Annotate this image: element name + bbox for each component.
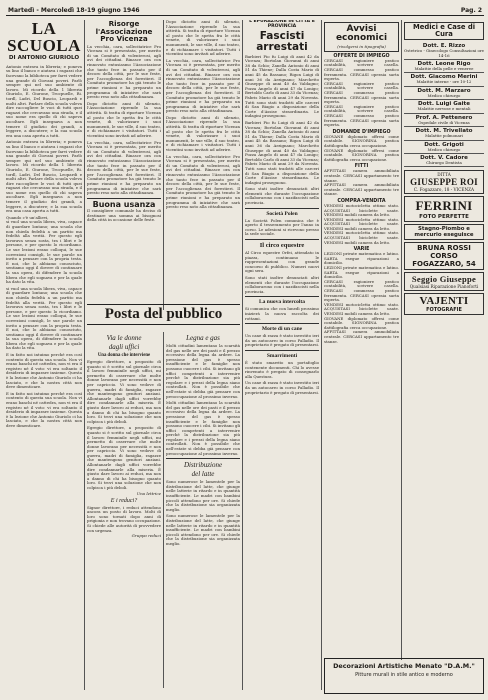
article-body: Sono stati inoltre denunciati altri elementi che durante l'occupazione collaborarono con i nazifascisti nella provincia. <box>245 186 319 206</box>
letter-body: Signor direttore, i reduci attendono ancora un posto di lavoro. Molti di loro sono tornati dopo anni di prigionia e non trovano occupazione. Si chiede alle autorità di provvedere con urgenza. <box>87 504 161 533</box>
news-title: Società Polen <box>266 210 298 217</box>
doctor-detail: Chirurgo Dentista <box>426 159 462 165</box>
article-body: Barbieri Pio fu Luigi di anni 42 da Vicenza; Bortolan Giovanni di anni 38 da Schio; Zanella Antonio di anni 51 da Thiene; Dalla Costa Mario di anni 45 da Bassano; Rigon Luigi di anni 36 da Arzignano; Marchetto Giuseppe di anni 40 da Valdagno; Pozza Angelo di anni 47 da Lonigo; Bertoldo Carlo di anni 33 da Vicenza; Fabris Mario di anni 29 da Noventa. Tutti sono stati tradotti alle carceri di San Biagio a disposizione della Corte d'Assise straordinaria. Le indagini proseguono. <box>245 119 319 185</box>
masthead <box>6 4 484 16</box>
article-byline: DI ANTONIO GIURIOLO <box>8 55 80 61</box>
classifieds-subtitle: (rivolgersi in tipografia) <box>337 43 386 49</box>
ad-bruna-rossi <box>404 242 484 270</box>
doctor-detail: Malattie interne - ore 10-12 <box>416 79 472 85</box>
article-body: Dopo diciotto anni di silenzio, l'Associazione riprende la sua attività. Si tratta di riportare Vicenza al posto che le spetta fra le città venete, di valorizzare i suoi monumenti, le sue ville, il suo teatro, e di richiamare i visitatori. Tutti i vicentini sono invitati ad aderire. <box>166 20 240 57</box>
ad-address: CORSO FOGAZZARO, 54 <box>412 252 476 269</box>
letter-column-1 <box>87 332 161 538</box>
article-body: Dopo diciotto anni di silenzio, l'Associazione riprende la sua attività. Si tratta di riportare Vicenza al posto che le spetta fra le città venete, di valorizzare i suoi monumenti, le sue ville, il suo teatro, e di richiamare i visitatori. Tutti i vicentini sono invitati ad aderire. <box>166 114 240 153</box>
classified-heading: VARIE <box>353 247 370 253</box>
classified-body: CERCASI ragioniere pratico contabilità, scrivere casella. CERCASI commesso pratico ferramenta. CERCASI operaia sarta esperta. <box>324 278 399 303</box>
doctor-name: Dott. Grigoti <box>424 141 464 148</box>
letter-body: Sono numerose le lamentele per la distribuzione del latte, che giunge nelle latterie in ritardo e in quantità insufficiente. Le madri con bambini piccoli attendono per ore. Si chiede che la distribuzione sia organizzata meglio. <box>166 513 240 546</box>
article-subhead: Quando c'è un'allievi, <box>6 214 49 220</box>
classified-body: CERCASI ragioniere pratico contabilità, scrivere casella. CERCASI commesso pratico ferramenta. CERCASI operaia sarta esperta. <box>324 103 399 128</box>
doctor-detail: Medico chirurgo <box>427 146 461 152</box>
doctor-detail: Malattie della pelle e veneree <box>414 66 474 72</box>
doctor-name: Dott. M. Trivellato <box>415 128 473 135</box>
article-body: Antonio entrava in libreria; e poneva su lino il banco e aiutava i ragazzi che facevano la biblioteca per farvi vedere una grande di Giovani poveri. Parlò sempre qui nel suo ambiente di lavoro. Mi ricordo della 1 libreria Giuriolo, E. Giurone, Trocpuelle, Ri. tordl, Ladri, Del Buscio, Leopardi e molti altri. Parlare della scuola voleva dire raccogliere le voci di tutti quei ragazzi che cercavano una strada, e il suo nome era quello di chi sapeva ascoltare. Egli insegnava a non temere il giudizio dei grandi, a leggere, a discutere; e la sua scuola era una casa aperta a tutti. <box>6 63 82 138</box>
doctor-entry <box>404 141 484 154</box>
letter-title: E i reduci? <box>110 497 138 504</box>
posta-section <box>87 302 240 690</box>
article-body: si vuol una scuola libera, viva, capace di guardare lontano; una scuola che non chieda fedeltà a un partito ma fedeltà alla verità. Per questo egli lavorava senza sosta, tra i libri e le persone, e per questo lo ricordiamo. Le sue lezioni erano colloqui, le sue correzioni consigli, le sue parole un invito a pensare con la propria testa. E noi, che lo abbiamo conosciuto, sentiamo oggi il dovere di continuare la sua opera, di difendere la scuola libera che egli sognava e per la quale ha dato la vita. <box>6 219 82 285</box>
news-body: Al Circo equestre Orfei, attendato in piazza, continuano le rappresentazioni con grande concorso di pubblico. Numeri nuovi ogni sera. <box>245 250 319 274</box>
letter-title: Legna e gas <box>186 334 220 342</box>
letter-signature: Una lettrice <box>136 490 161 496</box>
letter-title: Via le donne <box>106 334 142 342</box>
letter-body: Sono numerose le lamentele per la distribuzione del latte, che giunge nelle latterie in ritardo e in quantità insufficiente. Le madri con bambini piccoli attendono per ore. Si chiede che la distribuzione sia organizzata meglio. <box>166 479 240 512</box>
ad-ferrini <box>404 196 484 222</box>
letter-body: Molti cittadini lamentano la scarsità del gas nelle ore dei pasti e il prezzo eccessivo della legna da ardere. La pressione del gas è spesso insufficiente e le famiglie non possono cuocere i cibi. Si invitano gli uffici competenti a intervenire perché la distribuzione sia più regolare e i prezzi della legna siano controllati. Non è possibile che nell'estate si debba già pensare con preoccupazione al prossimo inverno. <box>166 400 240 456</box>
classified-body: GIOVANE diplomato offresi come contabile. SIGNORINA pratica dattilografia cerca occupazione. <box>324 147 399 162</box>
masthead-date: Martedì - Mercoledì 18-19 giugno 1946 <box>8 7 140 14</box>
article-body: La vecchia, cara, sollecitatrice Pro Vicenza si è presentata, per merito di un Comitato di volenterosi, agli avi dei cittadini. Rinasce ora con rinnovato entusiasmo l'Associazione che tanto fece in passato per il decoro della città, per le sue feste, per l'accoglienza dei forestieri. Il Comitato promotore ha già tenuto le prime riunioni e ha preparato un programma di iniziative che sarà presto reso noto alla cittadinanza. <box>87 139 161 196</box>
classified-body: LEZIONI private matematica e latino. SARTA esegue riparazioni a domicilio. <box>324 265 399 280</box>
classified-body: GIOVANE diplomato offresi come contabile. SIGNORINA pratica dattilografia cerca occupazione. <box>324 133 399 148</box>
classified-body: VENDESI motocicletta ottimo stato. ACQUISTASI biciclette usate. VENDESI mobili camera da letto. <box>324 216 399 231</box>
classified-heading: OFFERTE DI IMPIEGO <box>333 53 390 59</box>
column-rule <box>242 20 243 690</box>
letter-subhead: Una donna che interviene <box>97 353 151 358</box>
ad-name: VAJENTI <box>419 295 469 308</box>
doctor-detail: Ostetrico - Ginecologo Consultazioni ore 14-16 <box>404 48 484 58</box>
doctor-detail: Medico chirurgo <box>427 92 461 98</box>
doctor-entry <box>404 73 484 86</box>
classified-heading: FITTI <box>354 164 369 170</box>
doctor-name: Dott. Luigi Gaite <box>418 101 470 108</box>
article-title: LA SCUOLA <box>7 20 81 55</box>
news-title: Smarrimenti <box>266 352 298 359</box>
column-pro-vicenza <box>87 20 161 305</box>
doctor-name: Dott. V. Cadore <box>420 154 468 161</box>
section-title: Posta del pubblico <box>104 306 223 322</box>
ad-text: Qualsiasi Riparazione Pianoforti <box>409 284 479 290</box>
classified-body: VENDESI motocicletta ottimo stato. ACQUISTASI biciclette usate. VENDESI mobili camera da letto. <box>324 202 399 218</box>
ad-text: DITTA <box>437 172 451 178</box>
doctors-header <box>404 22 484 40</box>
doctor-detail: Malattie polmonari <box>425 133 463 139</box>
ad-text: FOTO PERFETTE <box>419 214 469 221</box>
article-body: Dopo diciotto anni di silenzio, l'Associazione riprende la sua attività. Si tratta di riportare Vicenza al posto che le spetta fra le città venete, di valorizzare i suoi monumenti, le sue ville, il suo teatro, e di richiamare i visitatori. Tutti i vicentini sono invitati ad aderire. <box>87 100 161 138</box>
ad-vajenti <box>404 293 484 315</box>
column-scuola <box>6 20 82 690</box>
masthead-page: Pag. 2 <box>460 7 482 14</box>
doctor-detail: Malattie nervose e mentali <box>417 106 471 112</box>
letter-body: Egregio direttore, a proposito di quanto si è scritto sul giornale circa il lavoro femminile negli uffici, mi permetto di osservare che molte donne lavorano per necessità e non per capriccio. Vi sono vedove di guerra, madri di famiglia, ragazze che mantengono genitori anziani. Allontanarle dagli uffici vorrebbe dire condannarle alla miseria. È giusto dare lavoro ai reduci, ma non a danno di chi ha bisogno quanto loro. Si trovi una soluzione che non colpisca i più deboli. <box>87 359 161 424</box>
doctor-entry <box>404 127 484 140</box>
classified-heading: COMPRA-VENDITA <box>337 198 386 204</box>
article-kicker: L'EPURAZIONE IN CITTÀ E PROVINCIA <box>249 20 315 29</box>
letter-title: Distribuzione <box>183 461 223 470</box>
ad-stagno <box>404 224 484 240</box>
classified-body: VENDESI motocicletta ottimo stato. ACQUISTASI biciclette usate. VENDESI mobili camera da letto. <box>324 301 399 316</box>
footer-ad-text: Pitture murali in stile antico e moderno <box>355 671 453 678</box>
doctor-entry <box>404 60 484 73</box>
ad-seggio <box>404 272 484 291</box>
classified-body: LEZIONI private matematica e latino. SARTA esegue riparazioni a domicilio. <box>324 251 399 266</box>
ad-name: Seggio Giuseppe <box>411 274 477 285</box>
ad-text: FOTOGRAFIE <box>426 307 462 314</box>
column-rule <box>401 20 402 660</box>
letter-title: del latte <box>191 470 215 479</box>
doctor-list <box>404 42 484 167</box>
footer-ad-title: Decorazioni Artistiche Menato "D.A.M." <box>333 662 475 670</box>
article-body: La vecchia, cara, sollecitatrice Pro Vicenza si è presentata, per merito di un Comitato di volenterosi, agli avi dei cittadini. Rinasce ora con rinnovato entusiasmo l'Associazione che tanto fece in passato per il decoro della città, per le sue feste, per l'accoglienza dei forestieri. Il Comitato promotore ha già tenuto le prime riunioni e ha preparato un programma di iniziative che sarà presto reso noto alla cittadinanza. <box>166 153 240 210</box>
ad-name: GIUSEPPE ROI <box>410 177 478 188</box>
doctor-entry <box>404 114 484 127</box>
classified-heading: DOMANDE D'IMPIEGO <box>332 129 391 135</box>
classified-body: AFFITTASI camera ammobiliata centrale. CERCASI appartamento tre stanze. <box>324 329 399 344</box>
doctor-name: Prof. A. Pettenero <box>415 114 473 121</box>
doctor-name: Dott. M. Marzaro <box>417 87 471 94</box>
doctor-entry <box>404 154 484 167</box>
news-body: Un cane di razza è stato investito ieri da un autocarro in corso Palladio. Il proprietario è pregato di presentarsi. <box>245 333 319 348</box>
doctor-name: Dott. E. Rizzo <box>422 43 466 50</box>
footer-ad <box>324 658 484 694</box>
article-body: Barbieri Pio fu Luigi di anni 42 da Vicenza; Bortolan Giovanni di anni 38 da Schio; Zanella Antonio di anni 51 da Thiene; Dalla Costa Mario di anni 45 da Bassano; Rigon Luigi di anni 36 da Arzignano; Marchetto Giuseppe di anni 40 da Valdagno; Pozza Angelo di anni 47 da Lonigo; Bertoldo Carlo di anni 33 da Vicenza; Fabris Mario di anni 29 da Noventa. Tutti sono stati tradotti alle carceri di San Biagio a disposizione della Corte d'Assise straordinaria. Le indagini proseguono. <box>245 53 319 119</box>
letter-signature: Gruppo reduci <box>131 533 161 539</box>
classifieds-header <box>324 22 399 52</box>
news-body: Sono stati inoltre denunciati altri elementi che durante l'occupazione collaborarono con i nazifascisti nella provincia. <box>245 275 319 294</box>
ad-name: BRUNA ROSSI <box>417 244 471 253</box>
news-body: La Società Polen comunica che è aperto il tesseramento per l'anno in corso. Le adesioni si ricevono presso la sede sociale. <box>245 217 319 237</box>
article-title: Pro Vicenza <box>100 34 148 44</box>
news-body: È stato smarrito un portafoglio contenente documenti. Chi lo avesse rinvenuto è pregato di consegnarlo alla Questura. <box>245 359 319 379</box>
article-title: Fascisti arrestati <box>256 29 308 53</box>
doctor-name: Dott. Giacomo Merini <box>410 74 478 81</box>
article-body: La vecchia, cara, sollecitatrice Pro Vicenza si è presentata, per merito di un Comitato di volenterosi, agli avi dei cittadini. Rinasce ora con rinnovato entusiasmo l'Associazione che tanto fece in passato per il decoro della città, per le sue feste, per l'accoglienza dei forestieri. Il Comitato promotore ha già tenuto le prime riunioni e ha preparato un programma di iniziative che sarà presto reso noto alla cittadinanza. <box>166 57 240 114</box>
news-title: Morte di un cane <box>261 326 303 333</box>
classified-body: AFFITTASI camera ammobiliata centrale. CERCASI appartamento tre stanze. <box>324 168 399 183</box>
doctor-entry <box>404 100 484 113</box>
classified-body: VENDESI motocicletta ottimo stato. ACQUISTASI biciclette usate. VENDESI mobili camera da letto. <box>324 230 399 245</box>
column-rule <box>321 20 322 690</box>
letter-body: Molti cittadini lamentano la scarsità del gas nelle ore dei pasti e il prezzo eccessivo della legna da ardere. La pressione del gas è spesso insufficiente e le famiglie non possono cuocere i cibi. Si invitano gli uffici competenti a intervenire perché la distribuzione sia più regolare e i prezzi della legna siano controllati. Non è possibile che nell'estate si debba già pensare con preoccupazione al prossimo inverno. <box>166 343 240 399</box>
classifieds-title: Avvisi economici <box>335 24 388 44</box>
column-doctors-ads <box>404 20 484 656</box>
news-title: La nuova intercolta <box>258 299 306 306</box>
classified-body: AFFITTASI camera ammobiliata centrale. CERCASI appartamento tre stanze. <box>324 182 399 197</box>
doctors-title: Medici e Case di Cura <box>412 23 476 39</box>
column-classifieds <box>324 20 399 656</box>
article-subhead: Buona usanza <box>92 199 156 209</box>
doctor-detail: Ospedale civile di Vicenza <box>418 119 470 125</box>
article-title: Risorge l'Associazione <box>95 20 153 36</box>
classified-body: GIOVANE diplomato offresi come contabile. SIGNORINA pratica dattilografia cerca occupazione. <box>324 315 399 330</box>
news-body: Un cane di razza è stato investito ieri da un autocarro in corso Palladio. Il proprietario è pregato di presentarsi. <box>245 380 319 395</box>
newspaper-page <box>6 4 484 696</box>
column-epurazione <box>245 20 319 690</box>
letter-title: dagli uffici <box>108 343 140 351</box>
news-body: Si comunica che con lunedì prossimo inizierà la nuova raccolta dei rottami. <box>245 306 319 321</box>
doctor-entry <box>404 42 484 60</box>
article-body: Il consigliere comunale ha deciso di destinare una somma ai bisognosi della città in occasione delle feste. <box>87 208 161 223</box>
column-rule <box>163 20 164 310</box>
article-body: Antonio entrava in libreria; e poneva su lino il banco e aiutava i ragazzi che facevano la biblioteca per farvi vedere una grande di Giovani poveri. Parlò sempre qui nel suo ambiente di lavoro. Mi ricordo della 1 libreria Giuriolo, E. Giurone, Trocpuelle, Ri. tordl, Ladri, Del Buscio, Leopardi e molti altri. Parlare della scuola voleva dire raccogliere le voci di tutti quei ragazzi che cercavano una strada, e il suo nome era quello di chi sapeva ascoltare. Egli insegnava a non temere il giudizio dei grandi, a leggere, a discutere; e la sua scuola era una casa aperta a tutti. <box>6 139 82 214</box>
column-rule <box>84 20 85 690</box>
classified-body: CERCASI ragioniere pratico contabilità, scrivere casella. CERCASI commesso pratico ferramenta. CERCASI operaia sarta esperta. <box>324 80 399 105</box>
article-body: si vuol una scuola libera, viva, capace di guardare lontano; una scuola che non chieda fedeltà a un partito ma fedeltà alla verità. Per questo egli lavorava senza sosta, tra i libri e le persone, e per questo lo ricordiamo. Le sue lezioni erano colloqui, le sue correzioni consigli, le sue parole un invito a pensare con la propria testa. E noi, che lo abbiamo conosciuto, sentiamo oggi il dovere di continuare la sua opera, di difendere la scuola libera che egli sognava e per la quale ha dato la vita. <box>6 285 82 351</box>
article-body: La vecchia, cara, sollecitatrice Pro Vicenza si è presentata, per merito di un Comitato di volenterosi, agli avi dei cittadini. Rinasce ora con rinnovato entusiasmo l'Associazione che tanto fece in passato per il decoro della città, per le sue feste, per l'accoglienza dei forestieri. Il Comitato promotore ha già tenuto le prime riunioni e ha preparato un programma di iniziative che sarà presto reso noto alla cittadinanza. <box>87 43 161 100</box>
doctor-name: Dott. Leone Rigo <box>417 61 471 68</box>
classified-body: CERCASI ragioniere pratico contabilità, scrivere casella. CERCASI commesso pratico ferramenta. CERCASI operaia sarta esperta. <box>324 57 399 82</box>
ad-roi <box>404 170 484 194</box>
article-body: E in fatto noi intuimo perché era così contento di questa sua scuola. Non vi erano banchi né cattedra, non vi era il registro né il voto: vi era soltanto il desiderio di imparare insieme. Questa è la lezione che Antonio Giuriolo ci ha lasciato, e che la nostra città non deve dimenticare. <box>6 390 82 428</box>
article-body: E in fatto noi intuimo perché era così contento di questa sua scuola. Non vi erano banchi né cattedra, non vi era il registro né il voto: vi era soltanto il desiderio di imparare insieme. Questa è la lezione che Antonio Giuriolo ci ha lasciato, e che la nostra città non deve dimenticare. <box>6 352 82 390</box>
ad-text: Stagno-Piombo e mercurio eseguisce <box>414 226 474 239</box>
ad-address: C. Fogazzaro, 18 - VICENZA <box>413 187 475 193</box>
letter-column-2 <box>166 332 240 547</box>
letter-body: Egregio direttore, a proposito di quanto si è scritto sul giornale circa il lavoro femminile negli uffici, mi permetto di osservare che molte donne lavorano per necessità e non per capriccio. Vi sono vedove di guerra, madri di famiglia, ragazze che mantengono genitori anziani. Allontanarle dagli uffici vorrebbe dire condannarle alla miseria. È giusto dare lavoro ai reduci, ma non a danno di chi ha bisogno quanto loro. Si trovi una soluzione che non colpisca i più deboli. <box>87 425 161 491</box>
doctor-entry <box>404 87 484 100</box>
column-continuation <box>166 20 240 300</box>
ad-name: FERRINI <box>415 198 473 214</box>
news-title: Il circo equestre <box>259 242 305 250</box>
